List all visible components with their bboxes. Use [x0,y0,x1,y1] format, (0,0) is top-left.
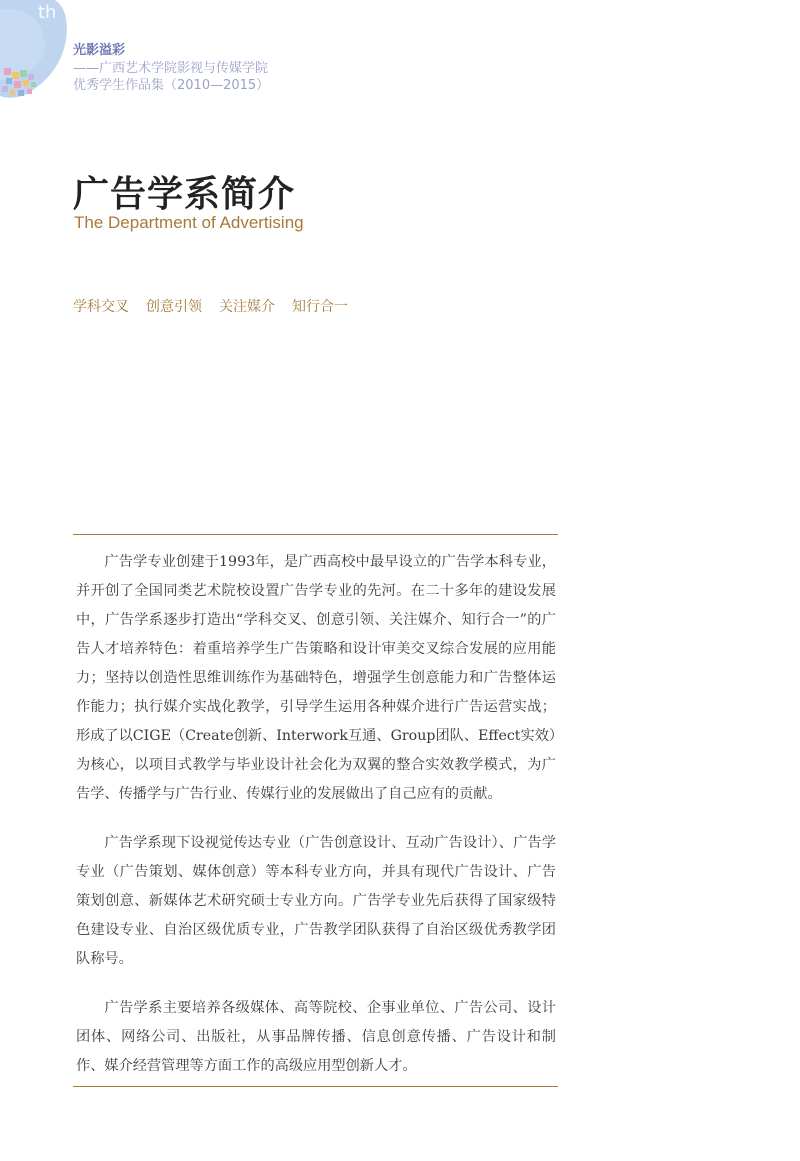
book-subtitle-line2: 优秀学生作品集（2010—2015） [73,78,270,93]
paragraph-3: 广告学系主要培养各级媒体、高等院校、企事业单位、广告公司、设计团体、网络公司、出版社，从事品牌传播、信息创意传播、广告设计和制作、媒介经营管理等方面工作的高级应用型创新人才。 [76,1000,556,1074]
page-subtitle: The Department of Advertising [74,213,304,232]
divider-bottom [73,1086,558,1087]
divider-top [73,534,558,535]
keyword-item: 知行合一 [292,299,348,315]
anniversary-logo-icon [0,0,80,110]
paragraph-2: 广告学系现下设视觉传达专业（广告创意设计、互动广告设计）、广告学专业（广告策划、媒体创意）等本科专业方向，并具有现代广告设计、广告策划创意、新媒体艺术研究硕士专业方向。广告学专业先后获得了国家级特色建设专业、自治区级优质专业，广告教学团队获得了自治区级优秀教学团队称号。 [76,835,556,967]
svg-text:th: th [38,2,57,23]
body-text [76,548,556,1101]
book-title: 光影溢彩 [73,43,126,58]
paragraph-1: 广告学专业创建于1993年，是广西高校中最早设立的广告学本科专业，并开创了全国同类艺术院校设置广告学专业的先河。在二十多年的建设发展中，广告学系逐步打造出“学科交叉、创意引领、关注媒介、知行合一”的广告人才培养特色：着重培养学生广告策略和设计审美交叉综合发展的应用能力；坚持以创造性思维训练作为基础特色，增强学生创意能力和广告整体运作能力；执行媒介实战化教学，引导学生运用各种媒介进行广告运营实战；形成了以CIGE（Create创新、Interwork互通、Group团队、Effect实效）为核心，以项目式教学与毕业设计社会化为双翼的整合实效教学模式，为广告学、传播学与广告行业、传媒行业的发展做出了自己应有的贡献。 [76,554,556,802]
keyword-item: 学科交叉 [73,299,129,315]
header-block [73,42,333,94]
page-title: 广告学系简介 [73,173,296,215]
book-subtitle-line1: ——广西艺术学院影视与传媒学院 [73,61,269,76]
keyword-list [73,296,348,316]
keyword-item: 创意引领 [146,299,202,315]
keyword-item: 关注媒介 [219,299,275,315]
